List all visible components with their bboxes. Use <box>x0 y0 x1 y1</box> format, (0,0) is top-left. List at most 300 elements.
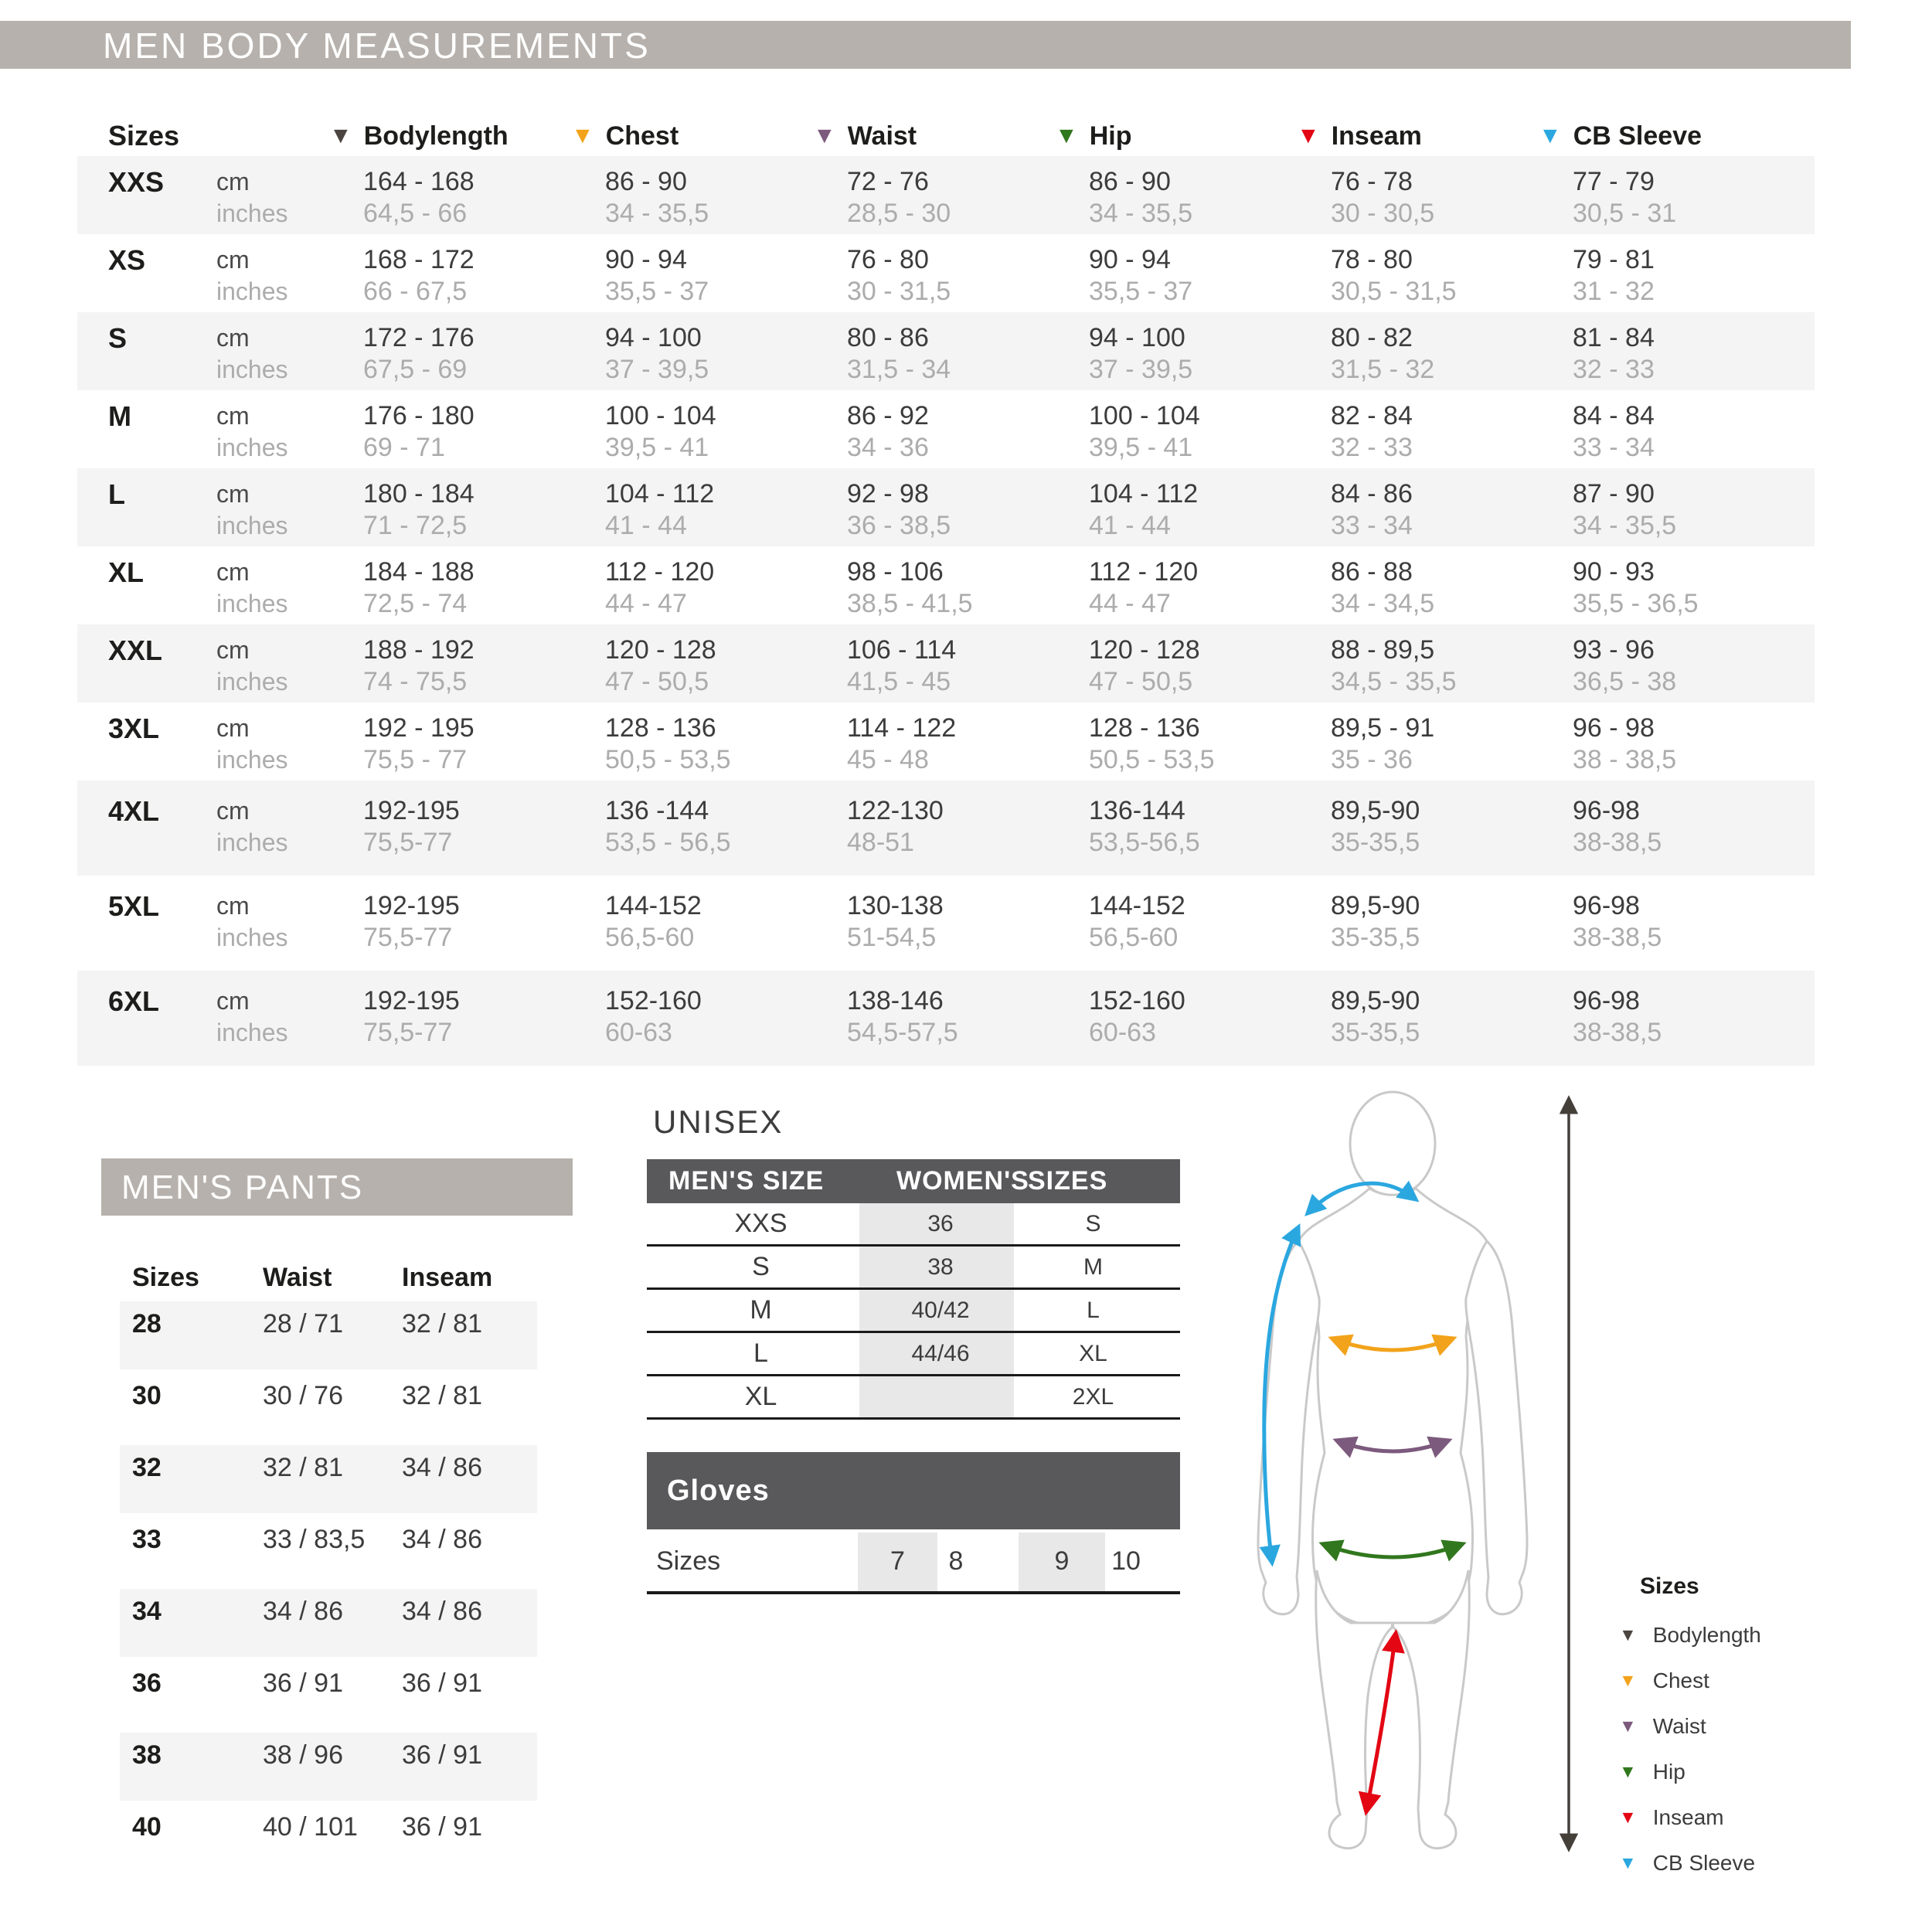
inches-value: 35,5 - 37 <box>605 277 709 306</box>
human-silhouette <box>1258 1092 1527 1849</box>
value-inseam <box>1331 322 1573 390</box>
legend-item-bodylength <box>1619 1612 1761 1658</box>
inches-value: 37 - 39,5 <box>605 355 709 384</box>
legend-item-label: Hip <box>1652 1759 1685 1784</box>
inches-value: 75,5 - 77 <box>363 745 468 774</box>
size-row-5XL <box>77 876 1815 971</box>
unisex-row-XL <box>647 1376 1180 1420</box>
pants-waist-value: 30 / 76 <box>263 1381 343 1410</box>
value-hip <box>1089 478 1331 546</box>
column-header-label: Chest <box>605 121 679 151</box>
inches-value: 36 - 38,5 <box>847 511 951 540</box>
unit-labels <box>216 400 363 468</box>
inches-value: 51-54,5 <box>847 923 937 952</box>
size-label: XXS <box>108 166 165 198</box>
cm-value: 92 - 98 <box>847 479 929 509</box>
value-inseam <box>1331 244 1573 312</box>
unit-labels <box>216 985 363 1066</box>
inches-value: 75,5-77 <box>363 828 453 857</box>
value-waist <box>847 244 1089 312</box>
size-label: S <box>108 322 128 354</box>
unit-cm-label: cm <box>216 402 250 430</box>
cm-value: 96 - 98 <box>1573 713 1655 743</box>
column-header-waist <box>813 121 1089 151</box>
pants-row-33 <box>120 1517 537 1585</box>
pants-row-30 <box>120 1373 537 1441</box>
unisex-sizes-value: S <box>1085 1210 1101 1236</box>
column-header-cb-sleeve <box>1539 121 1815 151</box>
cm-value: 89,5-90 <box>1331 891 1420 920</box>
value-inseam <box>1331 400 1573 468</box>
value-bodylength <box>363 166 605 234</box>
cm-value: 106 - 114 <box>847 635 957 665</box>
value-cb-sleeve <box>1573 400 1815 468</box>
cm-value: 172 - 176 <box>363 323 474 352</box>
cm-value: 144-152 <box>1089 891 1185 920</box>
inches-value: 35,5 - 37 <box>1089 277 1193 306</box>
cm-value: 192-195 <box>363 891 460 920</box>
value-chest <box>605 985 847 1066</box>
glove-size-value: 9 <box>1054 1546 1070 1576</box>
inches-value: 38 - 38,5 <box>1573 745 1677 774</box>
legend-items <box>1619 1612 1761 1886</box>
hip-triangle-icon: ▼ <box>1055 123 1078 148</box>
waist-triangle-icon: ▼ <box>1619 1716 1637 1736</box>
unit-labels <box>216 322 363 390</box>
main-table-header-row <box>77 116 1815 156</box>
unit-labels <box>216 795 363 876</box>
pants-size: 28 <box>132 1309 162 1338</box>
unit-cm-label: cm <box>216 987 250 1015</box>
pants-waist-value: 38 / 96 <box>263 1740 343 1770</box>
inches-value: 39,5 - 41 <box>605 433 709 462</box>
value-cb-sleeve <box>1573 166 1815 234</box>
value-inseam <box>1331 634 1573 702</box>
cm-value: 72 - 76 <box>847 167 929 196</box>
size-label: 6XL <box>108 985 160 1017</box>
cm-value: 80 - 82 <box>1331 323 1413 352</box>
pants-inseam-value: 34 / 86 <box>402 1597 482 1626</box>
unit-labels <box>216 713 363 781</box>
cm-value: 152-160 <box>605 986 702 1015</box>
size-row-XXL <box>77 624 1815 702</box>
pants-section-title: MEN'S PANTS <box>101 1158 573 1216</box>
unisex-row-M <box>647 1290 1180 1333</box>
value-hip <box>1089 244 1331 312</box>
pants-size: 40 <box>132 1812 162 1842</box>
cm-value: 93 - 96 <box>1573 635 1655 665</box>
inches-value: 56,5-60 <box>1089 923 1179 952</box>
cm-value: 84 - 86 <box>1331 479 1413 509</box>
unit-inches-label: inches <box>216 355 288 383</box>
pants-row-40 <box>120 1804 537 1872</box>
glove-size-value: 10 <box>1111 1546 1141 1576</box>
value-chest <box>605 634 847 702</box>
value-cb-sleeve <box>1573 322 1815 390</box>
cm-value: 82 - 84 <box>1331 401 1413 430</box>
column-header-hip <box>1055 121 1331 151</box>
cm-value: 114 - 122 <box>847 713 957 743</box>
unit-cm-label: cm <box>216 892 250 920</box>
unisex-row-XXS <box>647 1203 1180 1247</box>
cm-value: 164 - 168 <box>363 167 474 196</box>
unisex-sizes-value: M <box>1083 1253 1103 1280</box>
value-chest <box>605 713 847 781</box>
cm-value: 128 - 136 <box>1089 713 1200 743</box>
unisex-row-S <box>647 1247 1180 1290</box>
value-chest <box>605 322 847 390</box>
legend-item-label: Chest <box>1652 1668 1709 1692</box>
column-header-inseam <box>1297 121 1573 151</box>
pants-table-rows <box>120 1301 537 1872</box>
cm-value: 87 - 90 <box>1573 479 1655 509</box>
unisex-mens-size-header: MEN'S SIZE <box>668 1166 825 1196</box>
size-label: XXL <box>108 634 163 666</box>
unit-inches-label: inches <box>216 512 288 539</box>
legend-item-label: Inseam <box>1652 1804 1724 1829</box>
inches-value: 50,5 - 53,5 <box>1089 745 1215 774</box>
unit-inches-label: inches <box>216 1019 288 1046</box>
cm-value: 136 -144 <box>605 796 709 825</box>
pants-waist-value: 28 / 71 <box>263 1309 343 1338</box>
inches-value: 67,5 - 69 <box>363 355 468 384</box>
value-inseam <box>1331 890 1573 971</box>
unisex-womens-header: WOMEN'S <box>896 1166 1029 1196</box>
inches-value: 38,5 - 41,5 <box>847 589 973 618</box>
value-hip <box>1089 634 1331 702</box>
inches-value: 34 - 35,5 <box>1089 199 1193 228</box>
inches-value: 60-63 <box>605 1018 672 1047</box>
value-inseam <box>1331 985 1573 1066</box>
unit-cm-label: cm <box>216 168 250 196</box>
value-waist <box>847 713 1089 781</box>
cm-value: 128 - 136 <box>605 713 716 743</box>
value-bodylength <box>363 556 605 624</box>
cm-value: 130-138 <box>847 891 944 920</box>
bodylength-triangle-icon: ▼ <box>1619 1624 1637 1645</box>
cm-value: 96-98 <box>1573 891 1640 920</box>
pants-waist-value: 32 / 81 <box>263 1453 343 1482</box>
unit-labels <box>216 556 363 624</box>
cm-value: 104 - 112 <box>1089 479 1199 509</box>
gloves-sizes-row <box>647 1532 1180 1594</box>
cm-value: 90 - 94 <box>1089 245 1171 274</box>
unit-inches-label: inches <box>216 199 288 227</box>
inches-value: 56,5-60 <box>605 923 695 952</box>
pants-inseam-value: 32 / 81 <box>402 1309 482 1338</box>
value-chest <box>605 890 847 971</box>
pants-size: 32 <box>132 1453 162 1482</box>
value-cb-sleeve <box>1573 556 1815 624</box>
cm-value: 86 - 88 <box>1331 557 1413 587</box>
inches-value: 41 - 44 <box>605 511 687 540</box>
value-bodylength <box>363 322 605 390</box>
unisex-sizes-header: SIZES <box>1028 1166 1108 1196</box>
inches-value: 31,5 - 32 <box>1331 355 1435 384</box>
inches-value: 38-38,5 <box>1573 828 1662 857</box>
unit-cm-label: cm <box>216 324 250 352</box>
inches-value: 36,5 - 38 <box>1573 667 1677 696</box>
value-chest <box>605 795 847 876</box>
value-chest <box>605 556 847 624</box>
unit-inches-label: inches <box>216 828 288 856</box>
column-header-chest <box>571 121 847 151</box>
pants-row-36 <box>120 1661 537 1729</box>
main-table-rows <box>77 156 1815 1066</box>
cm-value: 90 - 94 <box>605 245 687 274</box>
pants-size: 30 <box>132 1381 162 1410</box>
size-row-XXS <box>77 156 1815 234</box>
pants-size: 33 <box>132 1525 162 1554</box>
pants-inseam-header: Inseam <box>402 1262 493 1292</box>
unisex-womens-value: 44/46 <box>911 1340 970 1366</box>
value-waist <box>847 985 1089 1066</box>
cm-value: 81 - 84 <box>1573 323 1655 352</box>
unisex-womens-value: 36 <box>927 1210 954 1236</box>
column-header-label: Bodylength <box>363 121 509 151</box>
cm-value: 176 - 180 <box>363 401 474 430</box>
inches-value: 35-35,5 <box>1331 828 1420 857</box>
cb-sleeve-triangle-icon: ▼ <box>1619 1852 1637 1872</box>
cm-value: 122-130 <box>847 796 944 825</box>
size-row-S <box>77 312 1815 390</box>
pants-table <box>120 1253 537 1876</box>
value-bodylength <box>363 400 605 468</box>
inches-value: 34 - 35,5 <box>605 199 709 228</box>
inches-value: 33 - 34 <box>1331 511 1413 540</box>
inches-value: 50,5 - 53,5 <box>605 745 731 774</box>
column-header-label: Hip <box>1089 121 1132 151</box>
unit-cm-label: cm <box>216 558 250 586</box>
inseam-triangle-icon: ▼ <box>1619 1807 1637 1827</box>
unit-inches-label: inches <box>216 590 288 617</box>
pants-size: 36 <box>132 1668 162 1698</box>
value-hip <box>1089 713 1331 781</box>
cm-value: 86 - 92 <box>847 401 929 430</box>
size-label: 5XL <box>108 890 160 922</box>
inches-value: 31 - 32 <box>1573 277 1655 306</box>
value-chest <box>605 400 847 468</box>
body-measurement-diagram <box>1221 1082 1584 1862</box>
pants-row-34 <box>120 1589 537 1657</box>
cm-value: 96-98 <box>1573 796 1640 825</box>
unit-cm-label: cm <box>216 797 250 825</box>
unit-inches-label: inches <box>216 277 288 305</box>
sizes-column-header: Sizes <box>108 120 180 151</box>
unisex-mens-value: L <box>753 1338 768 1368</box>
hip-triangle-icon: ▼ <box>1619 1761 1637 1781</box>
value-bodylength <box>363 890 605 971</box>
cm-value: 112 - 120 <box>605 557 715 587</box>
size-row-6XL <box>77 971 1815 1066</box>
value-inseam <box>1331 795 1573 876</box>
inches-value: 34,5 - 35,5 <box>1331 667 1457 696</box>
size-label: 3XL <box>108 713 160 744</box>
page-title: MEN BODY MEASUREMENTS <box>0 21 1851 69</box>
inches-value: 53,5-56,5 <box>1089 828 1200 857</box>
legend-item-inseam <box>1619 1794 1761 1840</box>
inches-value: 30,5 - 31 <box>1573 199 1677 228</box>
value-hip <box>1089 556 1331 624</box>
value-waist <box>847 795 1089 876</box>
size-row-M <box>77 390 1815 468</box>
unisex-mens-value: XXS <box>734 1209 787 1238</box>
cm-value: 188 - 192 <box>363 635 474 665</box>
unisex-row-L <box>647 1333 1180 1376</box>
gloves-sizes-label: Sizes <box>656 1546 721 1576</box>
value-bodylength <box>363 795 605 876</box>
waist-triangle-icon: ▼ <box>813 123 836 148</box>
pants-row-32 <box>120 1445 537 1513</box>
unisex-mens-value: M <box>750 1295 772 1325</box>
size-label: 4XL <box>108 795 160 827</box>
legend-item-cb-sleeve <box>1619 1840 1761 1886</box>
value-chest <box>605 244 847 312</box>
value-cb-sleeve <box>1573 985 1815 1066</box>
inches-value: 28,5 - 30 <box>847 199 951 228</box>
value-hip <box>1089 400 1331 468</box>
cm-value: 80 - 86 <box>847 323 929 352</box>
cm-value: 84 - 84 <box>1573 401 1655 430</box>
cm-value: 86 - 90 <box>605 167 687 196</box>
unisex-sizes-value: XL <box>1079 1340 1107 1366</box>
inches-value: 30 - 30,5 <box>1331 199 1435 228</box>
value-inseam <box>1331 556 1573 624</box>
cm-value: 192-195 <box>363 986 460 1015</box>
inches-value: 48-51 <box>847 828 914 857</box>
cm-value: 184 - 188 <box>363 557 474 587</box>
inches-value: 41,5 - 45 <box>847 667 951 696</box>
inches-value: 32 - 33 <box>1331 433 1413 462</box>
column-header-bodylength <box>329 121 605 151</box>
value-inseam <box>1331 713 1573 781</box>
value-inseam <box>1331 166 1573 234</box>
value-bodylength <box>363 244 605 312</box>
inches-value: 35-35,5 <box>1331 923 1420 952</box>
unisex-table <box>647 1159 1180 1420</box>
cm-value: 89,5-90 <box>1331 986 1420 1015</box>
inches-value: 34 - 36 <box>847 433 929 462</box>
legend-item-hip <box>1619 1749 1761 1794</box>
cm-value: 112 - 120 <box>1089 557 1199 587</box>
cm-value: 144-152 <box>605 891 702 920</box>
pants-inseam-value: 32 / 81 <box>402 1381 482 1410</box>
pants-table-header-row <box>120 1253 537 1301</box>
unisex-womens-value: 38 <box>927 1253 954 1280</box>
inches-value: 34 - 35,5 <box>1573 511 1677 540</box>
inches-value: 71 - 72,5 <box>363 511 468 540</box>
legend-item-label: Waist <box>1652 1713 1706 1738</box>
value-waist <box>847 634 1089 702</box>
value-waist <box>847 890 1089 971</box>
pants-inseam-value: 34 / 86 <box>402 1525 482 1554</box>
cm-value: 168 - 172 <box>363 245 474 274</box>
pants-inseam-value: 34 / 86 <box>402 1453 482 1482</box>
inches-value: 35-35,5 <box>1331 1018 1420 1047</box>
inches-value: 74 - 75,5 <box>363 667 468 696</box>
glove-size-value: 7 <box>890 1546 905 1576</box>
inches-value: 45 - 48 <box>847 745 929 774</box>
cm-value: 180 - 184 <box>363 479 474 509</box>
value-hip <box>1089 322 1331 390</box>
size-row-L <box>77 468 1815 546</box>
size-row-XS <box>77 234 1815 312</box>
value-cb-sleeve <box>1573 634 1815 702</box>
size-label: L <box>108 478 125 510</box>
cm-value: 89,5 - 91 <box>1331 713 1435 743</box>
value-cb-sleeve <box>1573 244 1815 312</box>
inches-value: 44 - 47 <box>1089 589 1171 618</box>
inches-value: 30,5 - 31,5 <box>1331 277 1457 306</box>
inches-value: 66 - 67,5 <box>363 277 468 306</box>
inches-value: 47 - 50,5 <box>1089 667 1193 696</box>
inches-value: 54,5-57,5 <box>847 1018 958 1047</box>
legend-title: Sizes <box>1640 1573 1699 1599</box>
bodylength-triangle-icon: ▼ <box>329 123 352 148</box>
inches-value: 32 - 33 <box>1573 355 1655 384</box>
column-header-label: Inseam <box>1331 121 1422 151</box>
unit-inches-label: inches <box>216 746 288 774</box>
value-chest <box>605 478 847 546</box>
unisex-table-header-row <box>647 1159 1180 1203</box>
pants-size: 38 <box>132 1740 162 1770</box>
cm-value: 96-98 <box>1573 986 1640 1015</box>
cm-value: 78 - 80 <box>1331 245 1413 274</box>
inches-value: 72,5 - 74 <box>363 589 468 618</box>
unit-cm-label: cm <box>216 714 250 742</box>
value-inseam <box>1331 478 1573 546</box>
inches-value: 30 - 31,5 <box>847 277 951 306</box>
pants-waist-value: 36 / 91 <box>263 1668 343 1698</box>
value-waist <box>847 322 1089 390</box>
cm-value: 104 - 112 <box>605 479 715 509</box>
size-label: M <box>108 400 131 432</box>
value-hip <box>1089 166 1331 234</box>
gloves-section-title: Gloves <box>647 1452 1180 1529</box>
cm-value: 94 - 100 <box>605 323 702 352</box>
cb-sleeve-triangle-icon: ▼ <box>1539 123 1562 148</box>
size-label: XS <box>108 244 146 276</box>
inches-value: 64,5 - 66 <box>363 199 468 228</box>
value-waist <box>847 400 1089 468</box>
legend-item-chest <box>1619 1658 1761 1703</box>
cm-value: 77 - 79 <box>1573 167 1655 196</box>
cm-value: 136-144 <box>1089 796 1185 825</box>
inches-value: 33 - 34 <box>1573 433 1655 462</box>
pants-size: 34 <box>132 1597 162 1626</box>
cm-value: 88 - 89,5 <box>1331 635 1435 665</box>
legend-item-label: CB Sleeve <box>1652 1850 1756 1875</box>
cm-value: 76 - 78 <box>1331 167 1413 196</box>
unit-labels <box>216 166 363 234</box>
glove-size-value: 8 <box>948 1546 964 1576</box>
pants-inseam-value: 36 / 91 <box>402 1740 482 1770</box>
unisex-mens-value: S <box>752 1252 770 1281</box>
cm-value: 192-195 <box>363 796 460 825</box>
pants-waist-value: 34 / 86 <box>263 1597 343 1626</box>
inches-value: 53,5 - 56,5 <box>605 828 731 857</box>
value-bodylength <box>363 478 605 546</box>
inches-value: 75,5-77 <box>363 923 453 952</box>
value-bodylength <box>363 634 605 702</box>
value-cb-sleeve <box>1573 478 1815 546</box>
inches-value: 39,5 - 41 <box>1089 433 1193 462</box>
value-bodylength <box>363 713 605 781</box>
cm-value: 76 - 80 <box>847 245 929 274</box>
unit-inches-label: inches <box>216 668 288 696</box>
unit-labels <box>216 478 363 546</box>
unisex-mens-value: XL <box>744 1382 777 1411</box>
